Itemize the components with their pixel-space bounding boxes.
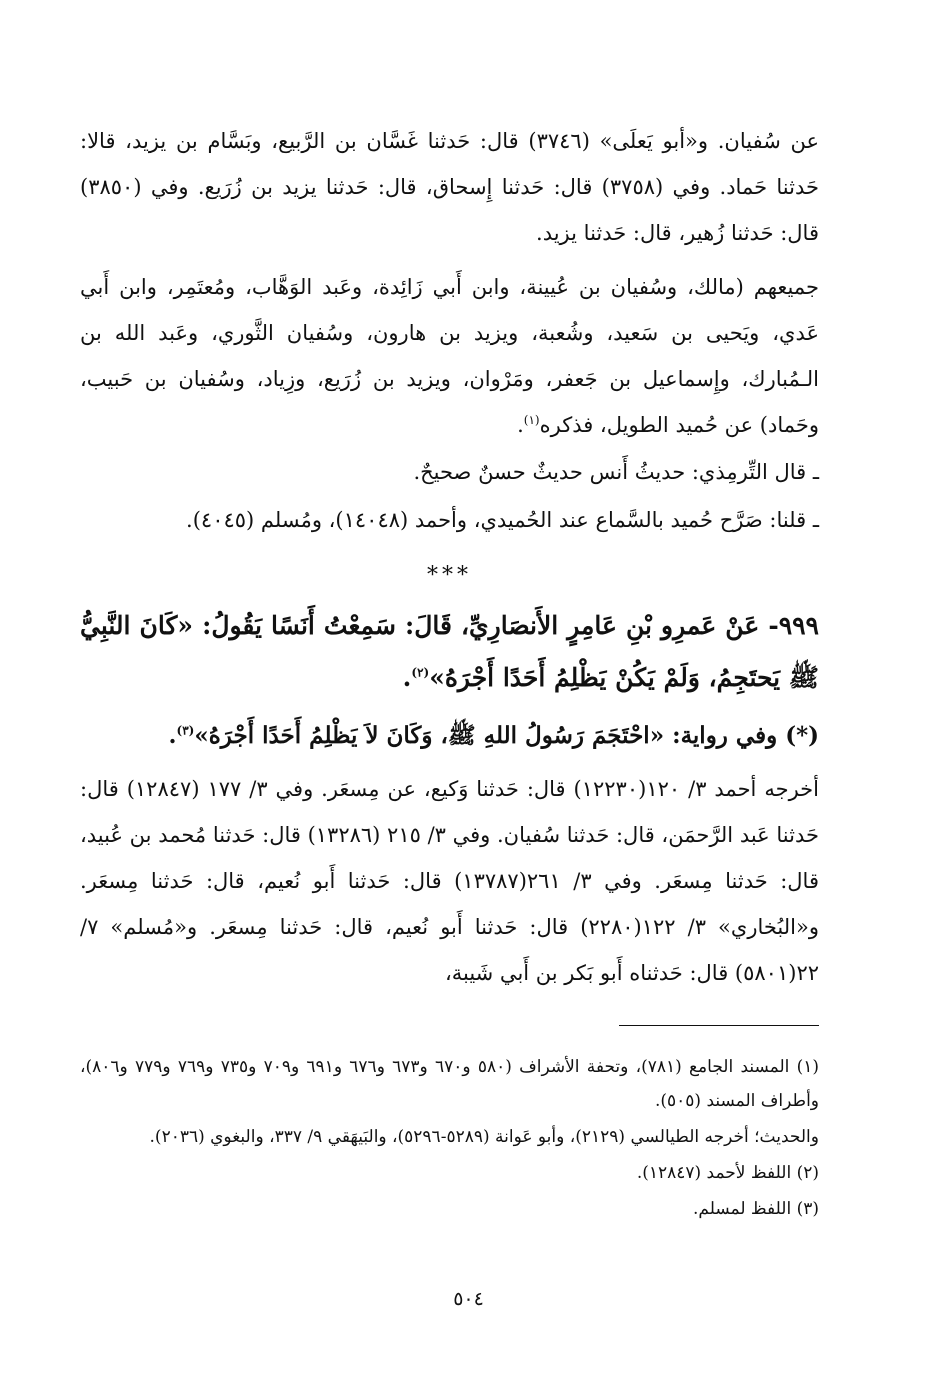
footnote-ref-1[interactable]: (١) [523, 413, 540, 427]
footnotes-section [80, 1050, 819, 1226]
footnote-3: (٣) اللفظ لمسلم. [692, 1199, 819, 1219]
footnote-2: (٢) اللفظ لأحمد (١٢٨٤٧). [636, 1163, 819, 1183]
section-separator: *** [427, 563, 472, 588]
hadith-end: . [402, 663, 412, 692]
takhrij-paragraph: أخرجه أحمد ٣/ ١٢٠(١٢٢٣٠) قال: حَدثنا وَكيع، عن مِسعَر. وفي ٣/ ١٧٧ (١٢٨٤٧) قال: حَدثنا عَبد الرَّحمَن، قال: حَدثنا سُفيان. وفي ٣/ ٢١٥ (١٣٢٨٦) قال: حَدثنا مُحمد بن عُبيد، قال: حَدثنا مِسعَر. وفي ٣/ ٢٦١(١٣٧٨٧) قال: حَدثنا أَبو نُعيم، قال: حَدثنا مِسعَر. و«البُخاري» ٣/ ١٢٢(٢٢٨٠) قال: حَدثنا أَبو نُعيم، قال: حَدثنا مِسعَر. و«مُسلم» ٧/ ٢٢(٥٨٠١) قال: حَدثناه أَبو بَكر بن أَبي شَيبة، [80, 777, 819, 985]
riwaya-end: . [168, 722, 177, 749]
footnote-ref-2[interactable]: (٢) [411, 665, 430, 680]
intro-paragraph-2 [80, 264, 819, 448]
footnote-divider [619, 1025, 819, 1026]
page-number: ٥٠٤ [453, 1288, 484, 1310]
intro-paragraph-2-text: جميعهم (مالك، وسُفيان بن عُيينة، وابن أَبي زَائِدة، وعَبد الوَهَّاب، ومُعتَمِر، وابن أَبي عَدي، ويَحيى بن سَعيد، وشُعبة، ويزيد بن هارون، وسُفيان الثَّوري، وعَبد الله بن الـمُبارك، وإِسماعيل بن جَعفر، ومَرْوان، ويزيد بن زُرَيع، وزِياد، وسُفيان بن حَبيب، وحَماد) عن حُميد الطويل، فذكره [80, 275, 819, 437]
riwaya-text [80, 710, 819, 762]
footnote-1: (١) المسند الجامع (٧٨١)، وتحفة الأشراف (٥٨٠ و٦٧٠ و٦٧٣ و٦٧٦ و٦٩١ و٧٠٩ و٧٣٥ و٧٦٩ و٧٧٩ و٨٠٦)، وأطراف المسند (٥٠٥). [80, 1057, 820, 1111]
footnote-1-continued: والحديث؛ أخرجه الطيالسي (٢١٢٩)، وأبو عَوانة (٥٢٨٩-٥٢٩٦)، والبَيهَقي ٩/ ٣٣٧، والبغوي (٢٠٣٦). [149, 1127, 819, 1147]
intro-paragraph-1: عن سُفيان. و«أبو يَعلَى» (٣٧٤٦) قال: حَدثنا غَسَّان بن الرَّبيع، وبَسَّام بن يزيد، قالا: حَدثنا حَماد. وفي (٣٧٥٨) قال: حَدثنا إِسحاق، قال: حَدثنا يزيد بن زُرَيع. وفي (٣٨٥٠) قال: حَدثنا زُهير، قال: حَدثنا يزيد. [80, 129, 819, 245]
riwaya-body: (*) وفي رواية: «احْتَجَمَ رَسُولُ اللهِ ﷺ، وَكَانَ لاَ يَظْلِمُ أَحَدًا أَجْرَهُ» [194, 722, 819, 749]
footnote-ref-3[interactable]: (٣) [176, 723, 195, 738]
qulna-line: ـ قلنا: صَرَّح حُميد بالسَّماع عند الحُميدي، وأحمد (١٤٠٤٨)، ومُسلم (٤٠٤٥). [186, 508, 819, 532]
hadith-text [80, 600, 819, 704]
hadith-body: عَنْ عَمرِو بْنِ عَامِرٍ الأَنصَارِيِّ، قَالَ: سَمِعْتُ أَنَسًا يَقُولُ: «كَانَ النَّبِيُّ ﷺ يَحتَجِمُ، وَلَمْ يَكُنْ يَظْلِمُ أَحَدًا أَجْرَهُ» [80, 611, 819, 692]
intro-paragraph-2-end: . [517, 413, 524, 437]
hadith-number: ٩٩٩- [768, 611, 819, 640]
tirmidhi-line: ـ قال التِّرمِذي: حديثُ أَنس حديثٌ حسنٌ صحيحٌ. [413, 460, 819, 484]
